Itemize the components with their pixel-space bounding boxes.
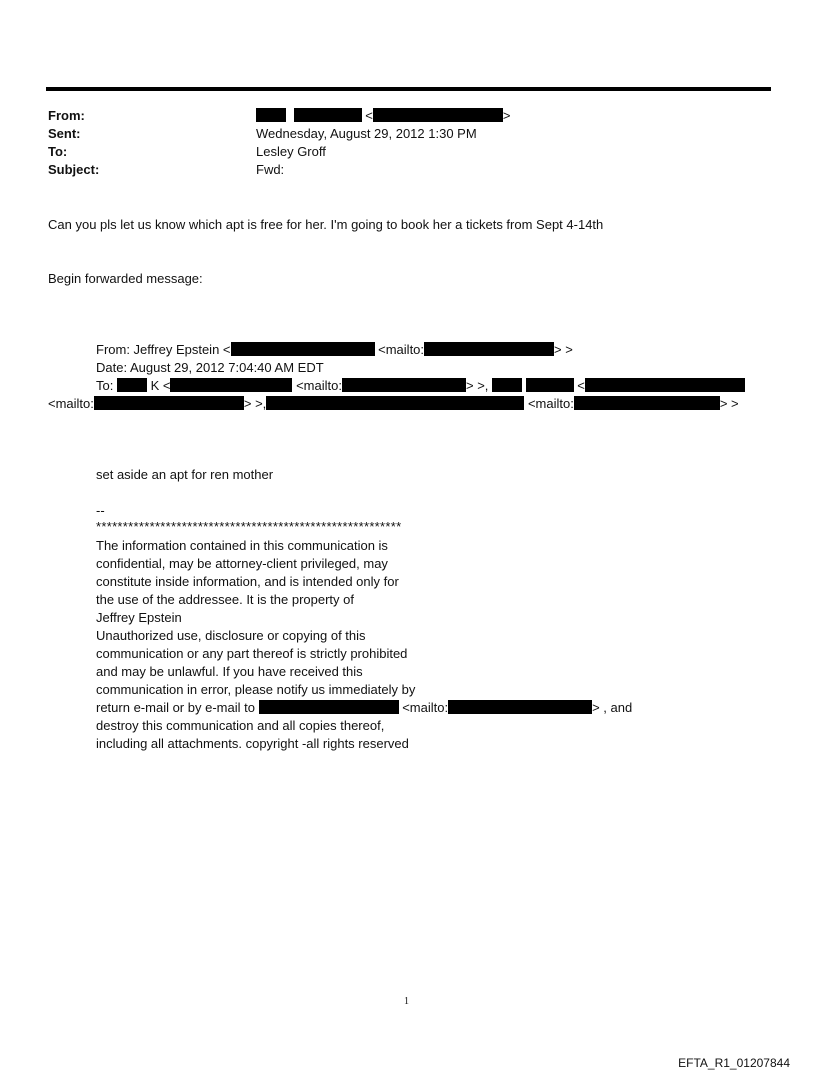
bates-number: EFTA_R1_01207844 [678,1056,790,1070]
forwarded-to-mailto: <mailto: [296,378,342,393]
forwarded-message: set aside an apt for ren mother [96,467,274,482]
message-body: Can you pls let us know which apt is free for her. I'm going to book her a tickets from Sept 4-14th [48,217,604,232]
disclaimer-line: the use of the addressee. It is the property of [96,592,354,607]
redaction [170,378,292,392]
redaction [492,378,522,392]
forwarded-line2-close2: > > [719,396,739,411]
forwarded-to-line-2 [48,395,739,413]
redaction [294,108,362,122]
forwarded-close: > > [554,342,573,357]
sent-value: Wednesday, August 29, 2012 1:30 PM [256,126,477,141]
redaction [256,108,286,122]
redaction [526,378,574,392]
forwarded-to-lt: < [577,378,585,393]
redaction [266,396,524,410]
to-value: Lesley Groff [256,144,326,159]
forwarded-to-prefix: To: [96,378,114,393]
disclaimer-line: confidential, may be attorney-client privileged, may [96,556,388,571]
disclaimer-line: constitute inside information, and is intended only for [96,574,399,589]
redaction [342,378,466,392]
return-prefix: return e-mail or by e-mail to [96,700,255,715]
disclaimer-line: destroy this communication and all copies thereof, [96,718,385,733]
disclaimer-line: The information contained in this communication is [96,538,388,553]
redaction [117,378,147,392]
subject-label: Subject: [48,162,100,177]
begin-forwarded-label: Begin forwarded message: [48,271,203,286]
return-suffix: > , and [592,700,633,715]
from-value [256,107,510,125]
forwarded-line2-mailto2: <mailto: [527,396,574,411]
header-rule [46,87,771,91]
from-label: From: [48,108,85,123]
redaction [259,700,399,714]
forwarded-from-line [96,341,573,359]
redaction [585,378,745,392]
redaction [373,108,503,122]
disclaimer-line: including all attachments. copyright -all rights reserved [96,736,409,751]
to-label: To: [48,144,68,159]
subject-value: Fwd: [256,162,285,177]
signature-dashes: -- [96,503,105,518]
disclaimer-return-line [96,699,632,717]
forwarded-mailto: <mailto: [378,342,425,357]
disclaimer-line: Unauthorized use, disclosure or copying of this [96,628,366,643]
page-number: 1 [404,996,409,1007]
return-mailto: <mailto: [402,700,449,715]
redaction [94,396,244,410]
from-gt: > [502,108,511,123]
forwarded-line2-mailto: <mailto: [48,396,94,411]
forwarded-line2-close: > >, [243,396,267,411]
forwarded-date-line: Date: August 29, 2012 7:04:40 AM EDT [96,360,324,375]
disclaimer-line: Jeffrey Epstein [96,610,182,625]
redaction [424,342,554,356]
redaction [231,342,375,356]
signature-stars: ********************************************************* [96,519,402,534]
forwarded-from-prefix: From: Jeffrey Epstein < [96,342,231,357]
disclaimer-line: communication in error, please notify us immediately by [96,682,416,697]
redaction [448,700,592,714]
forwarded-to-close: > >, [465,378,489,393]
disclaimer-line: communication or any part thereof is strictly prohibited [96,646,408,661]
from-lt: < [365,108,373,123]
forwarded-to-line [96,377,745,395]
redaction [574,396,720,410]
forwarded-to-k: K < [150,378,171,393]
disclaimer-line: and may be unlawful. If you have received this [96,664,363,679]
sent-label: Sent: [48,126,81,141]
